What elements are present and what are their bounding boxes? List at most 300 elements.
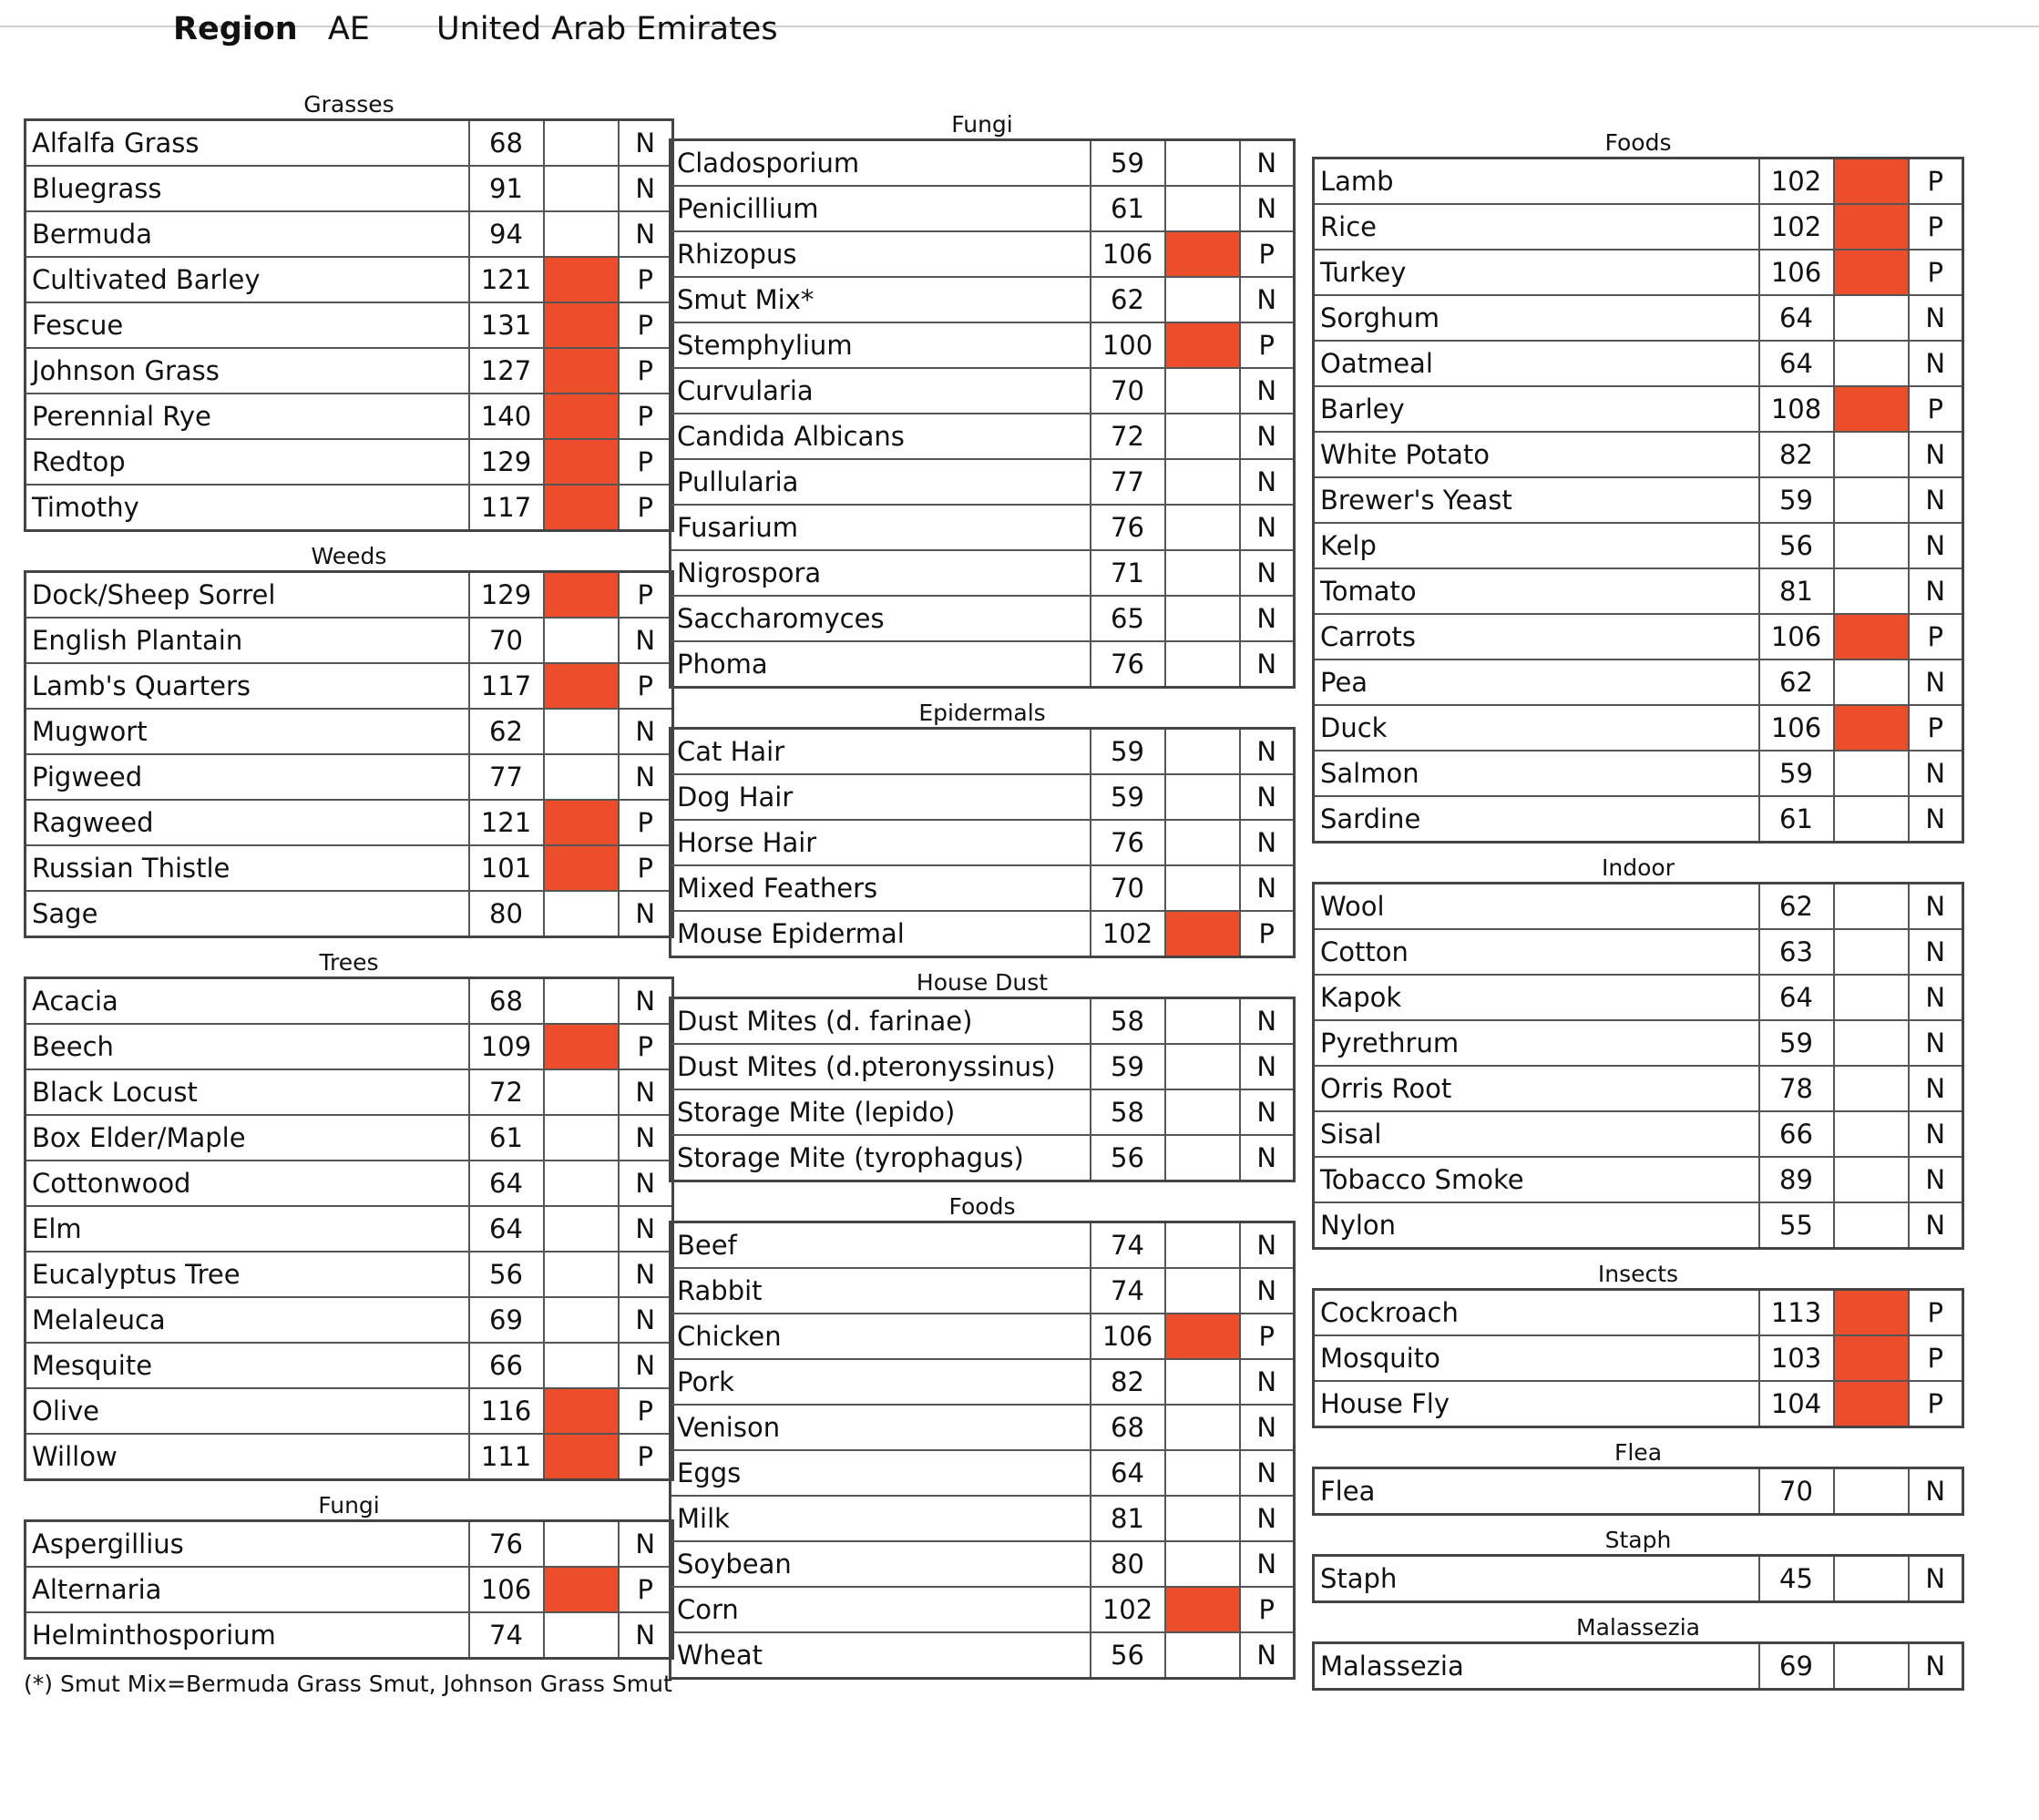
section-flea: [1312, 1439, 1964, 1516]
allergen-score: 100: [1091, 322, 1165, 368]
table-row: [671, 1089, 1295, 1135]
table-row: [26, 978, 673, 1025]
allergen-name: Fusarium: [671, 505, 1091, 550]
allergen-score: 77: [469, 754, 544, 800]
allergen-result: N: [1909, 1111, 1963, 1157]
indicator-empty: [1165, 277, 1240, 322]
table-row: [26, 485, 673, 531]
table-row: [671, 729, 1295, 775]
allergen-name: Chicken: [671, 1314, 1091, 1359]
allergen-score: 56: [469, 1252, 544, 1297]
allergen-score: 121: [469, 800, 544, 845]
table-row: [1314, 884, 1963, 930]
table-row: [671, 998, 1295, 1045]
positive-indicator: [544, 845, 619, 891]
allergen-score: 56: [1091, 1632, 1165, 1679]
allergen-name: Olive: [26, 1388, 469, 1434]
allergen-result: N: [619, 1252, 673, 1297]
indicator-empty: [544, 618, 619, 663]
table-row: [671, 774, 1295, 820]
positive-indicator: [1834, 1335, 1909, 1381]
allergen-name: Dock/Sheep Sorrel: [26, 572, 469, 619]
allergen-score: 102: [1759, 158, 1834, 205]
positive-indicator: [1834, 386, 1909, 432]
table-row: [671, 186, 1295, 231]
indicator-empty: [1165, 729, 1240, 775]
allergen-result: P: [1909, 1381, 1963, 1427]
allergen-score: 80: [469, 891, 544, 937]
positive-indicator: [1834, 158, 1909, 205]
allergen-score: 59: [1091, 774, 1165, 820]
allergen-score: 58: [1091, 1089, 1165, 1135]
table-row: [26, 348, 673, 394]
allergen-result: N: [1909, 341, 1963, 386]
allergen-score: 71: [1091, 550, 1165, 596]
allergen-score: 102: [1091, 1587, 1165, 1632]
indicator-empty: [1165, 505, 1240, 550]
allergen-name: Bermuda: [26, 211, 469, 257]
allergen-name: Kapok: [1314, 975, 1759, 1020]
allergen-name: Wheat: [671, 1632, 1091, 1679]
allergen-name: Johnson Grass: [26, 348, 469, 394]
allergen-score: 62: [1759, 884, 1834, 930]
table-row: [671, 1405, 1295, 1450]
allergen-name: Dust Mites (d. farinae): [671, 998, 1091, 1045]
allergen-name: Nigrospora: [671, 550, 1091, 596]
indicator-empty: [1834, 1202, 1909, 1249]
allergen-name: Mesquite: [26, 1343, 469, 1388]
allergen-result: N: [619, 754, 673, 800]
table-row: [1314, 341, 1963, 386]
allergen-table: [24, 1519, 674, 1660]
positive-indicator: [1165, 1587, 1240, 1632]
positive-indicator: [1165, 231, 1240, 277]
allergen-score: 55: [1759, 1202, 1834, 1249]
allergen-score: 68: [469, 120, 544, 167]
table-row: [26, 1567, 673, 1612]
allergen-name: White Potato: [1314, 432, 1759, 477]
allergen-score: 56: [1091, 1135, 1165, 1181]
allergen-score: 91: [469, 166, 544, 211]
allergen-result: N: [619, 1297, 673, 1343]
allergen-result: N: [1909, 884, 1963, 930]
indicator-empty: [1165, 1632, 1240, 1679]
section-staph: [1312, 1527, 1964, 1603]
allergen-result: N: [1909, 1157, 1963, 1202]
indicator-empty: [544, 978, 619, 1025]
allergen-result: P: [619, 348, 673, 394]
allergen-result: N: [1240, 596, 1295, 641]
allergen-name: Turkey: [1314, 250, 1759, 295]
table-row: [1314, 1020, 1963, 1066]
allergen-score: 76: [469, 1521, 544, 1568]
indicator-empty: [1834, 1556, 1909, 1602]
allergen-score: 80: [1091, 1541, 1165, 1587]
indicator-empty: [1834, 568, 1909, 614]
table-row: [1314, 1290, 1963, 1336]
indicator-empty: [544, 120, 619, 167]
indicator-empty: [1834, 1468, 1909, 1515]
table-row: [26, 1115, 673, 1161]
section-title: Indoor: [1602, 854, 1675, 881]
table-row: [671, 911, 1295, 957]
allergen-name: Lamb's Quarters: [26, 663, 469, 709]
allergen-score: 69: [469, 1297, 544, 1343]
allergen-name: Beech: [26, 1024, 469, 1069]
allergen-score: 59: [1091, 140, 1165, 187]
allergen-name: Staph: [1314, 1556, 1759, 1602]
allergen-result: N: [1240, 505, 1295, 550]
allergen-name: Duck: [1314, 705, 1759, 751]
section-title: Insects: [1597, 1261, 1679, 1287]
allergen-score: 106: [1091, 1314, 1165, 1359]
allergen-score: 61: [469, 1115, 544, 1161]
allergen-result: P: [1909, 1335, 1963, 1381]
table-row: [26, 1612, 673, 1659]
section-title: House Dust: [916, 969, 1049, 996]
table-row: [1314, 523, 1963, 568]
indicator-empty: [544, 211, 619, 257]
allergen-score: 82: [1091, 1359, 1165, 1405]
allergen-name: Penicillium: [671, 186, 1091, 231]
allergen-score: 64: [1091, 1450, 1165, 1496]
positive-indicator: [544, 663, 619, 709]
allergen-name: Orris Root: [1314, 1066, 1759, 1111]
positive-indicator: [544, 348, 619, 394]
table-row: [671, 414, 1295, 459]
allergen-name: Eucalyptus Tree: [26, 1252, 469, 1297]
section-trees: [24, 949, 674, 1481]
allergen-name: Sisal: [1314, 1111, 1759, 1157]
table-row: [671, 1135, 1295, 1181]
allergen-score: 106: [1759, 250, 1834, 295]
indicator-empty: [544, 891, 619, 937]
allergen-table: [669, 138, 1296, 689]
allergen-score: 66: [469, 1343, 544, 1388]
allergen-result: N: [1240, 277, 1295, 322]
allergen-name: Dog Hair: [671, 774, 1091, 820]
allergen-result: N: [619, 166, 673, 211]
allergen-result: P: [1240, 322, 1295, 368]
table-row: [671, 1314, 1295, 1359]
table-row: [671, 277, 1295, 322]
allergen-result: N: [1240, 998, 1295, 1045]
allergen-result: N: [619, 1206, 673, 1252]
allergen-score: 70: [469, 618, 544, 663]
allergen-name: Cultivated Barley: [26, 257, 469, 302]
allergen-result: N: [1240, 1222, 1295, 1269]
table-row: [1314, 1335, 1963, 1381]
table-row: [26, 1343, 673, 1388]
region-code: AE: [327, 11, 370, 47]
section-weeds: [24, 543, 674, 938]
indicator-empty: [1165, 140, 1240, 187]
indicator-empty: [1165, 459, 1240, 505]
allergen-score: 69: [1759, 1643, 1834, 1690]
allergen-score: 72: [469, 1069, 544, 1115]
positive-indicator: [1834, 614, 1909, 659]
allergen-name: Phoma: [671, 641, 1091, 688]
allergen-score: 104: [1759, 1381, 1834, 1427]
footnote: (*) Smut Mix=Bermuda Grass Smut, Johnson Grass Smut: [24, 1671, 672, 1697]
allergen-name: Milk: [671, 1496, 1091, 1541]
allergen-name: Alfalfa Grass: [26, 120, 469, 167]
table-row: [26, 572, 673, 619]
allergen-name: Mugwort: [26, 709, 469, 754]
positive-indicator: [1165, 911, 1240, 957]
indicator-empty: [1834, 1157, 1909, 1202]
allergen-name: Tomato: [1314, 568, 1759, 614]
allergen-table: [1312, 1554, 1964, 1603]
table-row: [671, 140, 1295, 187]
allergen-name: Curvularia: [671, 368, 1091, 414]
allergen-name: Lamb: [1314, 158, 1759, 205]
positive-indicator: [1165, 322, 1240, 368]
allergen-score: 68: [469, 978, 544, 1025]
allergen-name: Sorghum: [1314, 295, 1759, 341]
table-row: [26, 1024, 673, 1069]
table-row: [26, 1069, 673, 1115]
allergen-name: Pigweed: [26, 754, 469, 800]
table-row: [26, 754, 673, 800]
allergen-name: Nylon: [1314, 1202, 1759, 1249]
allergen-score: 76: [1091, 820, 1165, 865]
allergen-name: Beef: [671, 1222, 1091, 1269]
allergen-table: [24, 976, 674, 1481]
allergen-result: N: [619, 1161, 673, 1206]
allergen-table: [24, 570, 674, 938]
allergen-score: 106: [1759, 614, 1834, 659]
table-row: [671, 1222, 1295, 1269]
positive-indicator: [1834, 705, 1909, 751]
allergen-score: 117: [469, 485, 544, 531]
table-row: [1314, 1556, 1963, 1602]
allergen-score: 70: [1759, 1468, 1834, 1515]
region-country: United Arab Emirates: [436, 11, 778, 47]
report-header: [173, 11, 778, 47]
allergen-score: 127: [469, 348, 544, 394]
allergen-result: P: [1240, 231, 1295, 277]
section-title: Foods: [948, 1193, 1016, 1220]
allergen-name: Perennial Rye: [26, 394, 469, 439]
table-row: [26, 1206, 673, 1252]
allergen-score: 113: [1759, 1290, 1834, 1336]
positive-indicator: [1834, 204, 1909, 250]
table-row: [1314, 1381, 1963, 1427]
indicator-empty: [1834, 432, 1909, 477]
allergen-score: 64: [1759, 295, 1834, 341]
indicator-empty: [1165, 1222, 1240, 1269]
table-row: [1314, 158, 1963, 205]
allergen-result: N: [1909, 929, 1963, 975]
allergen-table: [24, 118, 674, 532]
allergen-result: N: [1240, 729, 1295, 775]
table-row: [1314, 477, 1963, 523]
table-row: [26, 120, 673, 167]
allergen-name: Barley: [1314, 386, 1759, 432]
allergen-score: 94: [469, 211, 544, 257]
column-right: [1312, 129, 1964, 1702]
section-insects: [1312, 1261, 1964, 1428]
positive-indicator: [1834, 250, 1909, 295]
indicator-empty: [1834, 341, 1909, 386]
table-row: [671, 1359, 1295, 1405]
table-row: [1314, 705, 1963, 751]
indicator-empty: [544, 1612, 619, 1659]
indicator-empty: [544, 1161, 619, 1206]
allergen-score: 106: [1091, 231, 1165, 277]
allergen-score: 68: [1091, 1405, 1165, 1450]
allergen-result: N: [1240, 1405, 1295, 1450]
allergen-score: 76: [1091, 505, 1165, 550]
table-row: [1314, 659, 1963, 705]
allergen-score: 81: [1759, 568, 1834, 614]
allergen-result: N: [1240, 1268, 1295, 1314]
allergen-name: Cat Hair: [671, 729, 1091, 775]
allergen-score: 102: [1759, 204, 1834, 250]
table-row: [26, 800, 673, 845]
indicator-empty: [544, 709, 619, 754]
allergen-score: 106: [469, 1567, 544, 1612]
section-indoor: [1312, 854, 1964, 1250]
allergen-result: N: [1240, 459, 1295, 505]
indicator-empty: [1165, 596, 1240, 641]
allergen-name: Pyrethrum: [1314, 1020, 1759, 1066]
section-title: Flea: [1614, 1439, 1663, 1466]
table-row: [26, 1388, 673, 1434]
allergen-score: 62: [1091, 277, 1165, 322]
allergen-name: Dust Mites (d.pteronyssinus): [671, 1044, 1091, 1089]
allergen-result: N: [1240, 368, 1295, 414]
table-row: [26, 1521, 673, 1568]
allergen-result: N: [1909, 432, 1963, 477]
allergen-name: Saccharomyces: [671, 596, 1091, 641]
indicator-empty: [544, 1115, 619, 1161]
table-row: [26, 709, 673, 754]
indicator-empty: [1165, 1450, 1240, 1496]
allergen-name: Oatmeal: [1314, 341, 1759, 386]
allergen-name: Salmon: [1314, 751, 1759, 796]
section-title: Grasses: [303, 91, 394, 118]
allergen-table: [1312, 157, 1964, 844]
allergen-score: 63: [1759, 929, 1834, 975]
indicator-empty: [1165, 368, 1240, 414]
table-row: [26, 394, 673, 439]
allergen-result: P: [1909, 250, 1963, 295]
section-fungi: [24, 1492, 674, 1660]
indicator-empty: [1165, 1135, 1240, 1181]
indicator-empty: [544, 1252, 619, 1297]
table-row: [671, 505, 1295, 550]
allergen-name: Russian Thistle: [26, 845, 469, 891]
allergen-table: [1312, 882, 1964, 1250]
allergen-name: Rhizopus: [671, 231, 1091, 277]
allergen-table: [669, 727, 1296, 958]
table-row: [671, 368, 1295, 414]
table-row: [26, 1297, 673, 1343]
table-row: [26, 1434, 673, 1480]
allergen-name: Pork: [671, 1359, 1091, 1405]
allergen-result: P: [1240, 1314, 1295, 1359]
indicator-empty: [1165, 414, 1240, 459]
allergen-result: N: [1240, 1089, 1295, 1135]
allergen-score: 61: [1759, 796, 1834, 843]
allergen-result: N: [619, 618, 673, 663]
allergen-name: Carrots: [1314, 614, 1759, 659]
table-row: [1314, 568, 1963, 614]
allergen-score: 106: [1759, 705, 1834, 751]
table-row: [1314, 1111, 1963, 1157]
table-row: [26, 302, 673, 348]
allergen-result: P: [619, 1434, 673, 1480]
indicator-empty: [1165, 1496, 1240, 1541]
table-row: [26, 1161, 673, 1206]
allergen-result: N: [619, 1115, 673, 1161]
table-row: [1314, 796, 1963, 843]
table-row: [26, 439, 673, 485]
allergen-score: 74: [1091, 1222, 1165, 1269]
allergen-result: N: [619, 891, 673, 937]
allergen-score: 58: [1091, 998, 1165, 1045]
allergen-result: P: [619, 1388, 673, 1434]
indicator-empty: [1834, 295, 1909, 341]
section-house-dust: [669, 969, 1296, 1182]
allergen-name: Cockroach: [1314, 1290, 1759, 1336]
table-row: [671, 1268, 1295, 1314]
section-fungi: [669, 111, 1296, 689]
table-row: [26, 663, 673, 709]
positive-indicator: [1165, 1314, 1240, 1359]
allergen-result: N: [1909, 1556, 1963, 1602]
table-row: [26, 166, 673, 211]
indicator-empty: [1834, 1020, 1909, 1066]
allergen-score: 102: [1091, 911, 1165, 957]
table-row: [1314, 1468, 1963, 1515]
positive-indicator: [544, 439, 619, 485]
section-title: Fungi: [318, 1492, 380, 1518]
indicator-empty: [1834, 751, 1909, 796]
allergen-score: 74: [1091, 1268, 1165, 1314]
allergen-score: 121: [469, 257, 544, 302]
allergen-result: P: [1909, 614, 1963, 659]
allergen-result: N: [1240, 1496, 1295, 1541]
section-grasses: [24, 91, 674, 532]
allergen-result: N: [1240, 1541, 1295, 1587]
allergen-score: 76: [1091, 641, 1165, 688]
allergen-table: [669, 997, 1296, 1182]
allergen-result: N: [619, 211, 673, 257]
indicator-empty: [1834, 477, 1909, 523]
positive-indicator: [544, 1434, 619, 1480]
allergen-score: 131: [469, 302, 544, 348]
allergen-name: Fescue: [26, 302, 469, 348]
positive-indicator: [544, 1567, 619, 1612]
table-row: [671, 1541, 1295, 1587]
allergen-name: Ragweed: [26, 800, 469, 845]
allergen-table: [1312, 1467, 1964, 1516]
positive-indicator: [544, 485, 619, 531]
table-row: [671, 1587, 1295, 1632]
table-row: [26, 1252, 673, 1297]
allergen-score: 45: [1759, 1556, 1834, 1602]
allergen-result: N: [619, 1069, 673, 1115]
table-row: [671, 1632, 1295, 1679]
allergen-name: Soybean: [671, 1541, 1091, 1587]
allergen-name: Malassezia: [1314, 1643, 1759, 1690]
indicator-empty: [1834, 796, 1909, 843]
allergen-name: Tobacco Smoke: [1314, 1157, 1759, 1202]
allergen-result: P: [1909, 158, 1963, 205]
